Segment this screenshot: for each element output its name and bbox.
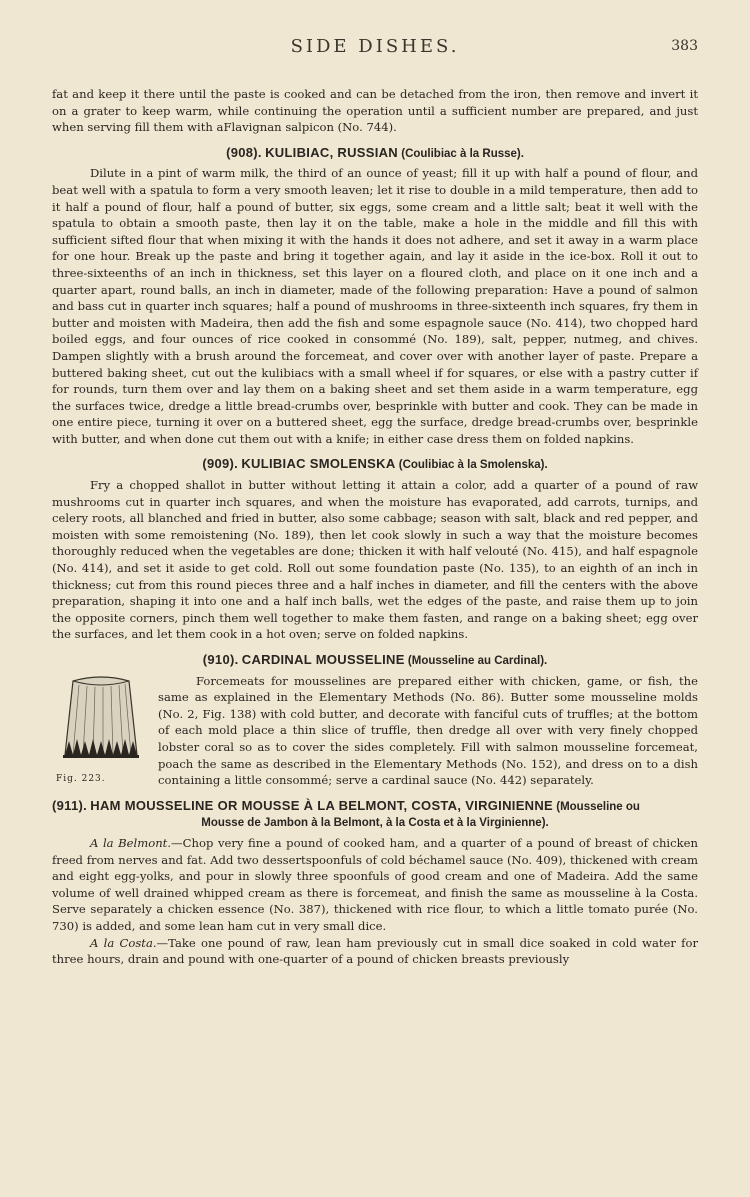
recipe-text-908: Dilute in a pint of warm milk, the third of an ounce of yeast; fill it up with half a pound of flour, and beat well with a spatula to form a very smooth leaven; let it rise to double in a mild temperature, then add to it half a pound of flour, half a pound of butter, six eggs, some cream and a little salt; beat it well with the spatula to obtain a smooth paste, then lay it on the table, make a hole in the middle and fill this with sufficient sifted flour that when mixing it with the hands it does not adhere, and set it away in a warm place for one hour. Break up the paste and bring it together again, and lay it aside in the ice-box. Roll it out to three-sixteenths of an inch in thickness, set this layer on a floured cloth, and place on it one inch and a quarter apart, round balls, an inch in diameter, made of the following preparation: Have a pound of salmon and bass cut in quarter inch squares; half a pound of mushrooms in three-sixteenth inch squares, fry them in butter and moisten with Madeira, then add the fish and some espagnole sauce (No. 414), two chopped hard boiled eggs, and four ounces of rice cooked in consommé (No. 189), salt, pepper, nutmeg, and chives. Dampen slightly with a brush around the forcemeat, and cover over with another layer of paste. Prepare a buttered baking sheet, cut out the kulibiacs with a small wheel if for squares, or else with a pastry cutter if for rounds, turn them over and lay them on a baking sheet and set them aside in a warm temperature, egg the surfaces twice, dredge a little bread-crumbs over, besprinkle with butter and cook. They can be made in one entire piece, turning it over on a buttered sheet, egg the surface, dredge bread-crumbs over, besprinkle with butter, and when done cut them out with a knife; in either case dress them on folded napkins. — [52, 166, 698, 446]
continuation-paragraph: fat and keep it there until the paste is cooked and can be detached from the iron, then remove and invert it on a grater to keep warm, while continuing the operation until a sufficient number are prepared, and just when serving fill them with aFlavignan salpicon (No. 744). — [52, 87, 698, 135]
recipe-number: (908). — [226, 144, 262, 160]
variant-text-costa: —Take one pound of raw, lean ham previously cut in small dice soaked in cold water for three hours, drain and pound with one-quarter of a pound of chicken breasts previously — [52, 935, 698, 967]
variant-text-belmont: —Chop very fine a pound of cooked ham, and a quarter of a pound of breast of chicken freed from nerves and fat. Add two dessertspoonfuls of cold béchamel sauce (No. 409), thickened with cream and eight egg-yolks, and pour in slowly three spoonfuls of good cream and one of Madeira. Add the same volume of well drained whipped cream as there is forcemeat, and finish the same as mousseline à la Costa. Serve separately a chicken essence (No. 387), thickened with rice flour, to which a little tomato purée (No. 730) is added, and some lean ham cut in very small dice. — [52, 835, 698, 933]
recipe-heading-911 — [52, 798, 698, 832]
recipe-text-911-costa — [52, 935, 698, 968]
recipe-number: (909). — [202, 456, 239, 472]
recipe-number: (910). — [202, 652, 239, 667]
running-head — [0, 36, 750, 60]
mousseline-mold-figure — [52, 675, 150, 788]
figure-caption: Fig. 223. — [56, 773, 106, 784]
variant-label-costa: A la Costa. — [90, 935, 157, 950]
recipe-text-910: Forcemeats for mousselines are prepared either with chicken, game, or fish, the same as explained in the Elementary Methods (No. 86). Butter some mousseline molds (No. 2, Fig. 138) with cold butter, and decorate with fanciful cuts of truffles; at the bottom of each mold place a thin slice of truffle, then dredge all over with very finely chopped lobster coral so as to cover the sides completely. Fill with salmon mousseline forcemeat, poach the same as described in the Elementary Methods (No. 152), and dress on to a dish containing a little consommé; serve a cardinal sauce (No. 442) separately. — [158, 673, 698, 788]
body-text — [52, 86, 698, 968]
variant-label-belmont: A la Belmont. — [90, 835, 172, 850]
recipe-name: CARDINAL MOUSSELINE — [241, 652, 405, 667]
recipe-text-911-belmont — [52, 835, 698, 935]
recipe-name: KULIBIAC SMOLENSKA — [241, 456, 396, 472]
page-number: 383 — [671, 38, 698, 54]
recipe-heading-909 — [52, 456, 698, 474]
recipe-text-909: Fry a chopped shallot in butter without letting it attain a color, add a quarter of a pound of raw mushrooms cut in quarter inch squares, and when the moisture has evaporated, add carrots, turnips, and celery roots, all blanched and fried in butter, also some cabbage; season with salt, black and red pepper, and moisten with some remoistening (No. 189), then let cook slowly in such a way that the moisture becomes thoroughly reduced when the vegetables are done; thicken it with half velouté (No. 415), and half espagnole (No. 414), and set it aside to get cold. Roll out some foundation paste (No. 135), to an eighth of an inch in thickness; cut from this round pieces three and a half inches in diameter, and fill the centers with the above preparation, shaping it into one and a half inch balls, wet the edges of the paste, and raise them up to join the opposite corners, pinch them well together to make them fasten, and range on a baking sheet; egg over the surfaces, and let them cook in a hot oven; serve on folded napkins. — [52, 478, 698, 642]
recipe-heading-910 — [52, 652, 698, 670]
recipe-number: (911). — [52, 797, 88, 813]
recipe-french-name-continued: Mousse de Jambon à la Belmont, à la Costa et à la Virginienne). — [201, 817, 549, 830]
running-title: SIDE DISHES. — [290, 36, 460, 57]
mousseline-mold-illustration — [59, 675, 143, 767]
recipe-french-name: (Mousseline au Cardinal). — [407, 655, 548, 667]
recipe-french-name: (Coulibiac à la Smolenska). — [398, 459, 548, 472]
recipe-heading-908 — [52, 145, 698, 163]
recipe-french-name: (Coulibiac à la Russe). — [401, 147, 524, 160]
recipe-french-name: (Mousseline ou — [556, 800, 640, 813]
recipe-name: KULIBIAC, RUSSIAN — [265, 144, 398, 160]
recipe-name: HAM MOUSSELINE OR MOUSSE À LA BELMONT, COSTA, VIRGINIENNE — [90, 797, 554, 813]
